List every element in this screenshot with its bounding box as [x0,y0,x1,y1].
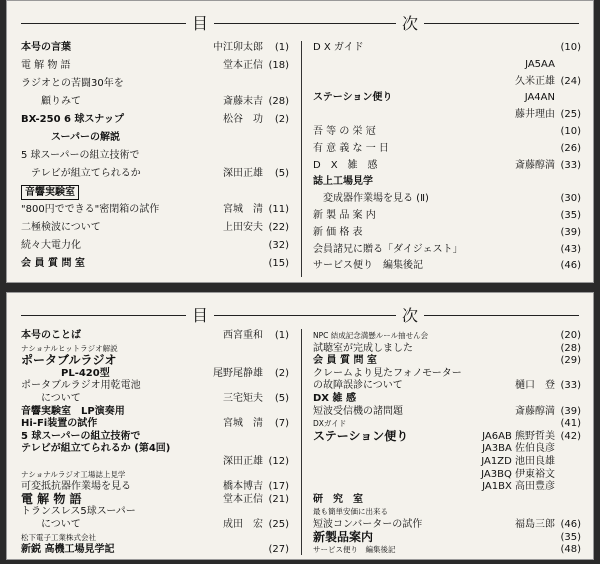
toc-page-bottom [6,292,594,560]
entry-page: (33) [560,159,581,171]
entry-title: D X 雑 感 [313,159,378,171]
entry-title: 会員諸兄に贈る「ダイジェスト」 [313,243,463,255]
entry-page: (46) [560,519,581,530]
entry-page: (1) [274,330,289,341]
entry-page: (5) [274,168,289,179]
entry-title: について [21,519,81,530]
entry-page: (2) [274,367,289,379]
entry-page: (43) [560,243,581,255]
entry-page: (22) [268,222,289,233]
entry-title: 新製品案内 [313,529,374,544]
entry-author: 久米正雄 [515,75,555,87]
entry-author: 尾野尾静雄 [213,367,263,379]
toc-header [21,15,579,33]
entry-title: 松下電子工業株式会社 [21,532,96,542]
entry-title: 可変抵抗器作業場を見る [21,481,131,493]
header-rule [21,315,579,316]
column-divider [301,329,302,555]
entry-title: 短波受信機の諸問題 [313,405,403,417]
entry-author: 樋口 登 [515,380,555,392]
toc-left-column [21,329,289,555]
entry-title: DX 雑 感 [313,393,356,404]
entry-page: (15) [268,258,289,269]
header-char-left: 目 [186,15,214,33]
entry-title: ステーション便り [313,92,393,104]
entry-title: 音響実験室 [21,185,79,200]
entry-author: 橋本博吉 [223,481,263,493]
entry-title: トランスレス5球スーパー [21,506,136,518]
entry-title: 変成器作業場を見る (Ⅱ) [313,193,429,205]
entry-page: (27) [268,544,289,556]
entry-author: JA3BA 佐伯良彦 [482,443,555,455]
entry-page: (20) [560,330,581,341]
header-char-right: 次 [396,15,424,33]
entry-page: (35) [560,531,581,543]
entry-author: 上田安夫 [223,222,263,233]
entry-title: BX-250 6 球スナップ [21,114,125,125]
entry-title: 誌上工場見学 [313,176,373,188]
entry-title: 本号のことば [21,330,81,341]
entry-page: (5) [274,393,289,404]
entry-title: NPC 結成記念満懸ルール抽せん会 [313,331,429,340]
entry-title: 新鋭 高機工場見学記 [21,544,115,556]
entry-page: (26) [560,142,581,154]
entry-title: 5 球スーパーの組立技術で [21,150,140,161]
entry-title: 試聴室が完成しました [313,342,413,354]
entry-page: (18) [268,60,289,71]
entry-author: 宮城 清 [223,204,263,215]
entry-title: ポータブルラジオ用乾電池 [21,380,141,392]
entry-page: (33) [560,380,581,392]
entry-page: (10) [560,126,581,137]
entry-author: JA6AB 熊野哲美 [482,430,555,442]
entry-title: について [21,393,81,404]
entry-author: JA1ZD 池田良雄 [481,456,555,467]
entry-author: JA4AN [524,92,555,104]
entry-title: D X ガイド [313,42,364,53]
entry-title: Hi-Fi装置の試作 [21,418,98,430]
entry-page: (24) [560,75,581,87]
entry-author: 松谷 功 [223,114,263,125]
toc-header [21,307,579,325]
entry-title: ステーション便り [313,428,409,443]
header-rule [21,23,579,24]
entry-title: 最も簡単安価に出来る [313,507,388,517]
entry-title: テレビが組立てられるか [21,168,141,179]
entry-page: (42) [560,430,581,442]
entry-title: 続々大電力化 [21,240,81,251]
entry-page: (12) [268,456,289,467]
toc-right-column [313,41,581,277]
entry-page: (2) [274,114,289,125]
entry-title: サービス便り 編集後記 [313,545,396,555]
entry-page: (21) [268,493,289,505]
entry-author: 堂本正信 [223,60,263,71]
entry-title: ラジオとの苦闘30年を [21,78,124,89]
entry-title: 二極検波について [21,222,101,233]
entry-page: (17) [268,481,289,493]
entry-title: 音響実験室 LP演奏用 [21,405,125,417]
entry-author: JA5AA [525,58,555,70]
entry-title: 電 解 物 語 [21,491,82,506]
entry-page: (48) [560,544,581,556]
entry-title: スーパーの解説 [21,132,120,143]
entry-page: (39) [560,405,581,417]
entry-title: の故障誤診について [313,380,403,392]
entry-title: 研 究 室 [313,493,363,505]
entry-page: (39) [560,226,581,238]
entry-title: 会 員 質 問 室 [313,355,377,367]
entry-title: ポータブルラジオ [21,353,117,368]
entry-title: 新 価 格 表 [313,226,363,238]
entry-page: (30) [560,193,581,205]
entry-title: DXガイド [313,419,347,429]
entry-page: (35) [560,210,581,221]
entry-title: 顧りみて [21,96,81,107]
entry-page: (28) [560,342,581,354]
toc-right-column [313,329,581,555]
entry-author: 福島三郎 [515,519,555,530]
entry-page: (11) [268,204,289,215]
entry-author: 斎藤醇満 [515,405,555,417]
entry-title: 吾 等 の 栄 冠 [313,126,376,137]
entry-author: 深田正雄 [223,168,263,179]
entry-title: サービス便り 編集後記 [313,260,423,272]
entry-title: 会 員 質 問 室 [21,258,85,269]
entry-author: JA1BX 高田豊彦 [482,481,555,493]
entry-title: 新 製 品 案 内 [313,210,376,221]
entry-author: 藤井理由 [515,109,555,121]
toc-page-top [6,0,594,283]
entry-author: 堂本正信 [223,493,263,505]
entry-title: テレビが組立てられるか (第4回) [21,443,171,455]
entry-title: ナショナルラジオ工場誌上見学 [21,469,126,479]
entry-page: (46) [560,260,581,272]
entry-page: (29) [560,355,581,367]
entry-page: (10) [560,42,581,53]
entry-title: クレームより見たフォノモーター [313,367,462,379]
entry-page: (25) [268,519,289,530]
toc-left-column [21,41,289,277]
entry-title: 短波コンバーターの試作 [313,519,423,530]
entry-page: (32) [268,240,289,251]
entry-author: 斎藤末吉 [223,96,263,107]
entry-author: 斎藤醇満 [515,159,555,171]
entry-title: ナショナルヒットラジオ解説 [21,343,118,353]
entry-author: JA3BQ 伊東裕文 [481,468,555,480]
entry-page: (1) [274,42,289,53]
entry-page: (28) [268,96,289,107]
entry-title: 有 意 義 な 一 日 [313,142,389,154]
entry-title: PL-420型 [21,367,110,379]
entry-author: 中江卯太郎 [213,42,263,53]
entry-page: (41) [560,418,581,430]
entry-author: 成田 宏 [223,519,263,530]
column-divider [301,41,302,277]
entry-author: 深田正雄 [223,456,263,467]
entry-page: (7) [274,418,289,430]
entry-title: 5 球スーパーの組立技術で [21,430,141,442]
header-char-right: 次 [396,307,424,325]
entry-author: 西宮重和 [223,330,263,341]
header-char-left: 目 [186,307,214,325]
entry-author: 宮城 清 [223,418,263,430]
entry-title: 本号の言葉 [21,42,71,53]
entry-page: (25) [560,109,581,121]
entry-author: 三宅矩夫 [223,393,263,404]
entry-title: 電 解 物 語 [21,60,71,71]
entry-title: "800円でできる"密閉箱の試作 [21,204,160,215]
